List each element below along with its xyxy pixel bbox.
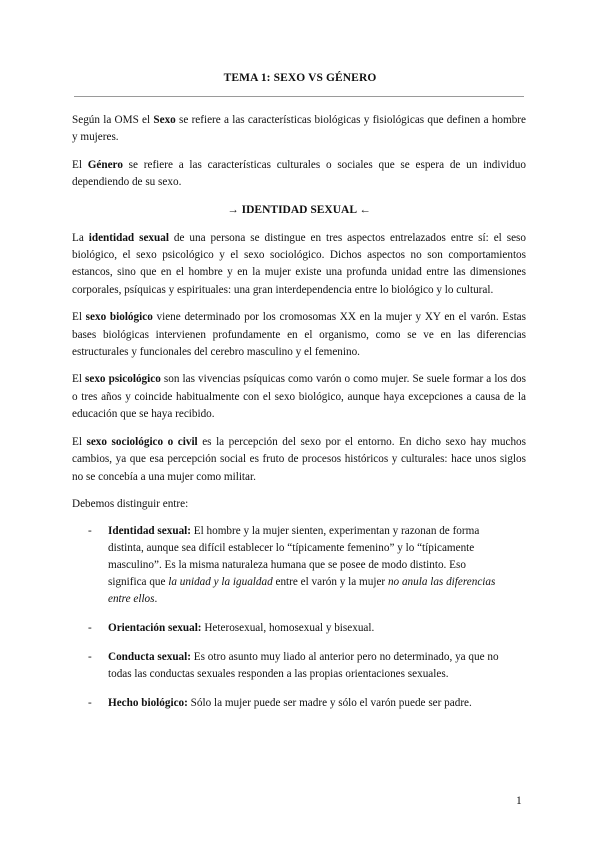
paragraph-sexo-psicologico: El sexo psicológico son las vivencias psíquicas como varón o como mujer. Se suele formar a los dos o tres años y coincide habitualmente con el sexo biológico, aunque haya excepciones a causa de la educación que se haya recibido. [72, 373, 526, 421]
document-body [72, 112, 526, 724]
paragraph-distinguir: Debemos distinguir entre: [72, 497, 189, 510]
dash-bullet: - [88, 651, 92, 664]
list-item-orientacion: - Orientación sexual: Heterosexual, homosexual y bisexual. [72, 620, 500, 637]
section-heading-identidad: → IDENTIDAD SEXUAL ← [227, 203, 371, 216]
paragraph-sexo: Según la OMS el Sexo se refiere a las características biológicas y fisiológicas que definen a hombre y mujeres. [72, 114, 526, 144]
list-item-conducta: - Conducta sexual: Es otro asunto muy liado al anterior pero no determinado, ya que no todas las conductas sexuales responden a las propias orientaciones sexuales. [88, 651, 499, 681]
dash-bullet: - [88, 697, 92, 710]
paragraph-identidad: La identidad sexual de una persona se distingue en tres aspectos entrelazados entre sí: el seso biológico, el sexo psicológico y el sexo sociológico. Dichos aspectos no son comportamientos estancos, sino que en el hombre y en la mujer existe una profunda unidad entre las dimensiones corporales, psíquicas y espirituales: una gran interdependencia entre lo biológico y lo cultural. [72, 231, 526, 296]
list-item-hecho: - Hecho biológico: Sólo la mujer puede ser madre y sólo el varón puede ser padre. [72, 695, 500, 712]
title-divider [74, 96, 524, 97]
dash-bullet: - [88, 622, 92, 635]
paragraph-sexo-biologico: El sexo biológico viene determinado por los cromosomas XX en la mujer y XY en el varón. Estas bases biológicas intervienen profundamente en el organismo, como se ve en las diferencias estructurales y funcionales del cerebro masculino y el femenino. [72, 311, 526, 359]
list-item-identidad: - Identidad sexual: El hombre y la mujer sienten, experimentan y razonan de forma distinta, aunque sea difícil establecer lo “típicamente femenino” y lo “típicamente masculino”. Es la misma naturaleza humana que se posee de modo distinto. Eso significa que la unidad y la igualdad entre el varón y la mujer no anula las diferencias entre ellos. [88, 525, 496, 606]
paragraph-genero: El Género se refiere a las características culturales o sociales que se espera de un individuo dependiendo de su sexo. [72, 158, 526, 189]
paragraph-sexo-sociologico: El sexo sociológico o civil es la percepción del sexo por el entorno. En dicho sexo hay muchos cambios, ya que esa percepción social es fruto de procesos históricos y culturales: hace unos siglos no se concebía a una mujer como militar. [72, 435, 526, 483]
page-number: 1 [516, 795, 522, 807]
dash-bullet: - [88, 525, 92, 538]
definitions-list [72, 523, 526, 712]
page-title: TEMA 1: SEXO VS GÉNERO [223, 72, 377, 84]
